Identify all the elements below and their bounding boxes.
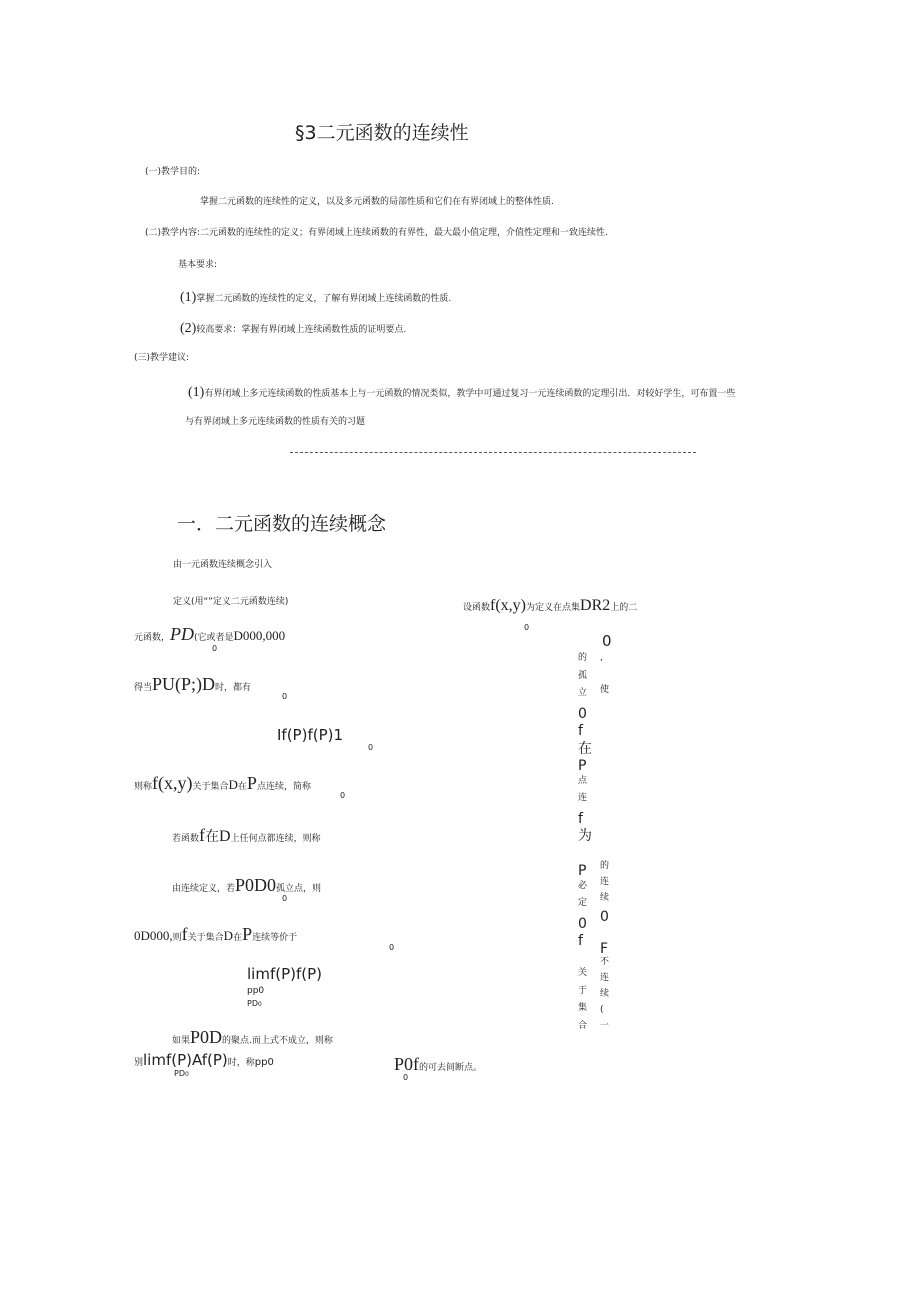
column-glyph: 关 [578, 968, 588, 978]
continuity-statement: 则称f(x,y)关于集合D在P点连续，简称 [134, 773, 311, 793]
column-glyph: F [600, 941, 609, 957]
column-glyph: 使 [600, 685, 610, 695]
column-glyph: 续 [600, 893, 610, 903]
column-glyph: 必 [578, 880, 588, 891]
definition-line-2: 元函数，PD(它或者是D000,000 [134, 624, 286, 644]
isolated-point-statement: 由连续定义，若P0D0孤立点，则 [172, 875, 322, 895]
section-objective-text: 掌握二元函数的连续性的定义，以及多元函数的局部性质和它们在有界闭域上的整体性质. [200, 197, 554, 207]
suggestion-item-1-continued: 与有界闭域上多元连续函数的性质有关的习题 [185, 417, 366, 427]
continuity-on-domain: 若函数f在D上任何点都连续，则称 [172, 825, 321, 845]
limit-formula: limf(P)f(P) [247, 965, 323, 983]
column-top-zero: 0 [602, 632, 612, 650]
definition-label: 定义(用“”定义二元函数连续) [173, 597, 289, 607]
column-glyph: 合 [578, 1020, 588, 1031]
column-glyph: P [578, 758, 587, 774]
subscript-zero: 0 [524, 623, 530, 632]
column-glyph: 0 [578, 705, 587, 722]
column-glyph: 一 [600, 1021, 610, 1031]
equivalence-statement: 0D000,则f关于集合D在P连续等价于 [134, 924, 298, 944]
suggestion-item-1: (1)有界闭域上多元连续函数的性质基本上与一元函数的情况类似，教学中可通过复习一元连续函数的定理引出．对较好学生，可布置一些 [188, 385, 736, 400]
column-glyph: 连 [578, 793, 588, 803]
column-glyph: 的 [600, 861, 610, 871]
subscript-zero: 0 [340, 791, 346, 800]
intro-text: 由一元函数连续概念引入 [173, 560, 273, 570]
section-content-label: (二)教学内容:二元函数的连续性的定义；有界闭域上连续函数的有界性，最大最小值定理，介值性定理和一致连续性. [145, 228, 608, 238]
page-title: §3二元函数的连续性 [295, 122, 469, 144]
column-glyph: 立 [578, 688, 588, 698]
column-glyph: 0 [600, 909, 609, 925]
subscript-zero: 0 [389, 943, 395, 952]
heading-continuity-concept: 一．二元函数的连续概念 [177, 513, 387, 535]
column-glyph: 集 [578, 1003, 588, 1013]
column-glyph: 于 [578, 985, 588, 996]
column-glyph: 为 [578, 828, 592, 844]
removable-point-label: P0f的可去间断点。 [394, 1054, 483, 1074]
removable-discontinuity-line: 别limf(P)Af(P)时，称pp0 [134, 1051, 274, 1069]
subscript-zero: 0 [403, 1073, 409, 1082]
basic-requirements-label: 基本要求: [178, 260, 218, 270]
column-glyph: P [578, 863, 587, 879]
column-glyph: 续 [600, 989, 610, 999]
definition-line-3: 得当PU(P;)D时，都有 [134, 674, 252, 694]
column-glyph: , [600, 653, 603, 663]
column-glyph: 在 [578, 740, 592, 757]
column-glyph: 孤 [578, 670, 588, 681]
column-glyph: 连 [600, 973, 610, 983]
column-glyph: f [578, 933, 583, 949]
requirement-item-2: (2)较高要求：掌握有界闭域上连续函数性质的证明要点. [180, 321, 407, 336]
column-glyph: 不 [600, 957, 610, 967]
column-glyph: f [578, 810, 583, 827]
section-divider [290, 452, 696, 453]
limit-subscript-pp0: pp0 [247, 986, 265, 996]
subscript-zero: 0 [368, 743, 374, 752]
section-suggestion-label: (三)教学建议: [134, 353, 190, 363]
column-glyph: 的 [578, 653, 588, 663]
removable-subscript-pd: PD0 [174, 1069, 189, 1078]
column-glyph: f [578, 723, 583, 739]
requirement-item-1: (1)掌握二元函数的连续性的定义，了解有界闭域上连续函数的性质. [180, 290, 452, 305]
subscript-zero: 0 [282, 692, 288, 701]
column-glyph: 点 [578, 775, 588, 786]
column-glyph: ( [600, 1005, 604, 1015]
section-objective-label: (一)教学目的: [145, 167, 201, 177]
column-glyph: 连 [600, 877, 610, 887]
column-glyph: 定 [578, 898, 588, 908]
subscript-zero: 0 [212, 644, 218, 653]
accumulation-point-statement: 如果P0D的聚点.而上式不成立，则称 [172, 1027, 333, 1047]
subscript-zero: 0 [282, 894, 288, 903]
definition-set-line: 设函数f(x,y)为定义在点集DR2上的二 [463, 597, 638, 614]
column-glyph: 0 [578, 915, 587, 932]
limit-subscript-pd: PD0 [247, 999, 262, 1008]
inequality-formula: If(P)f(P)1 [277, 726, 344, 744]
